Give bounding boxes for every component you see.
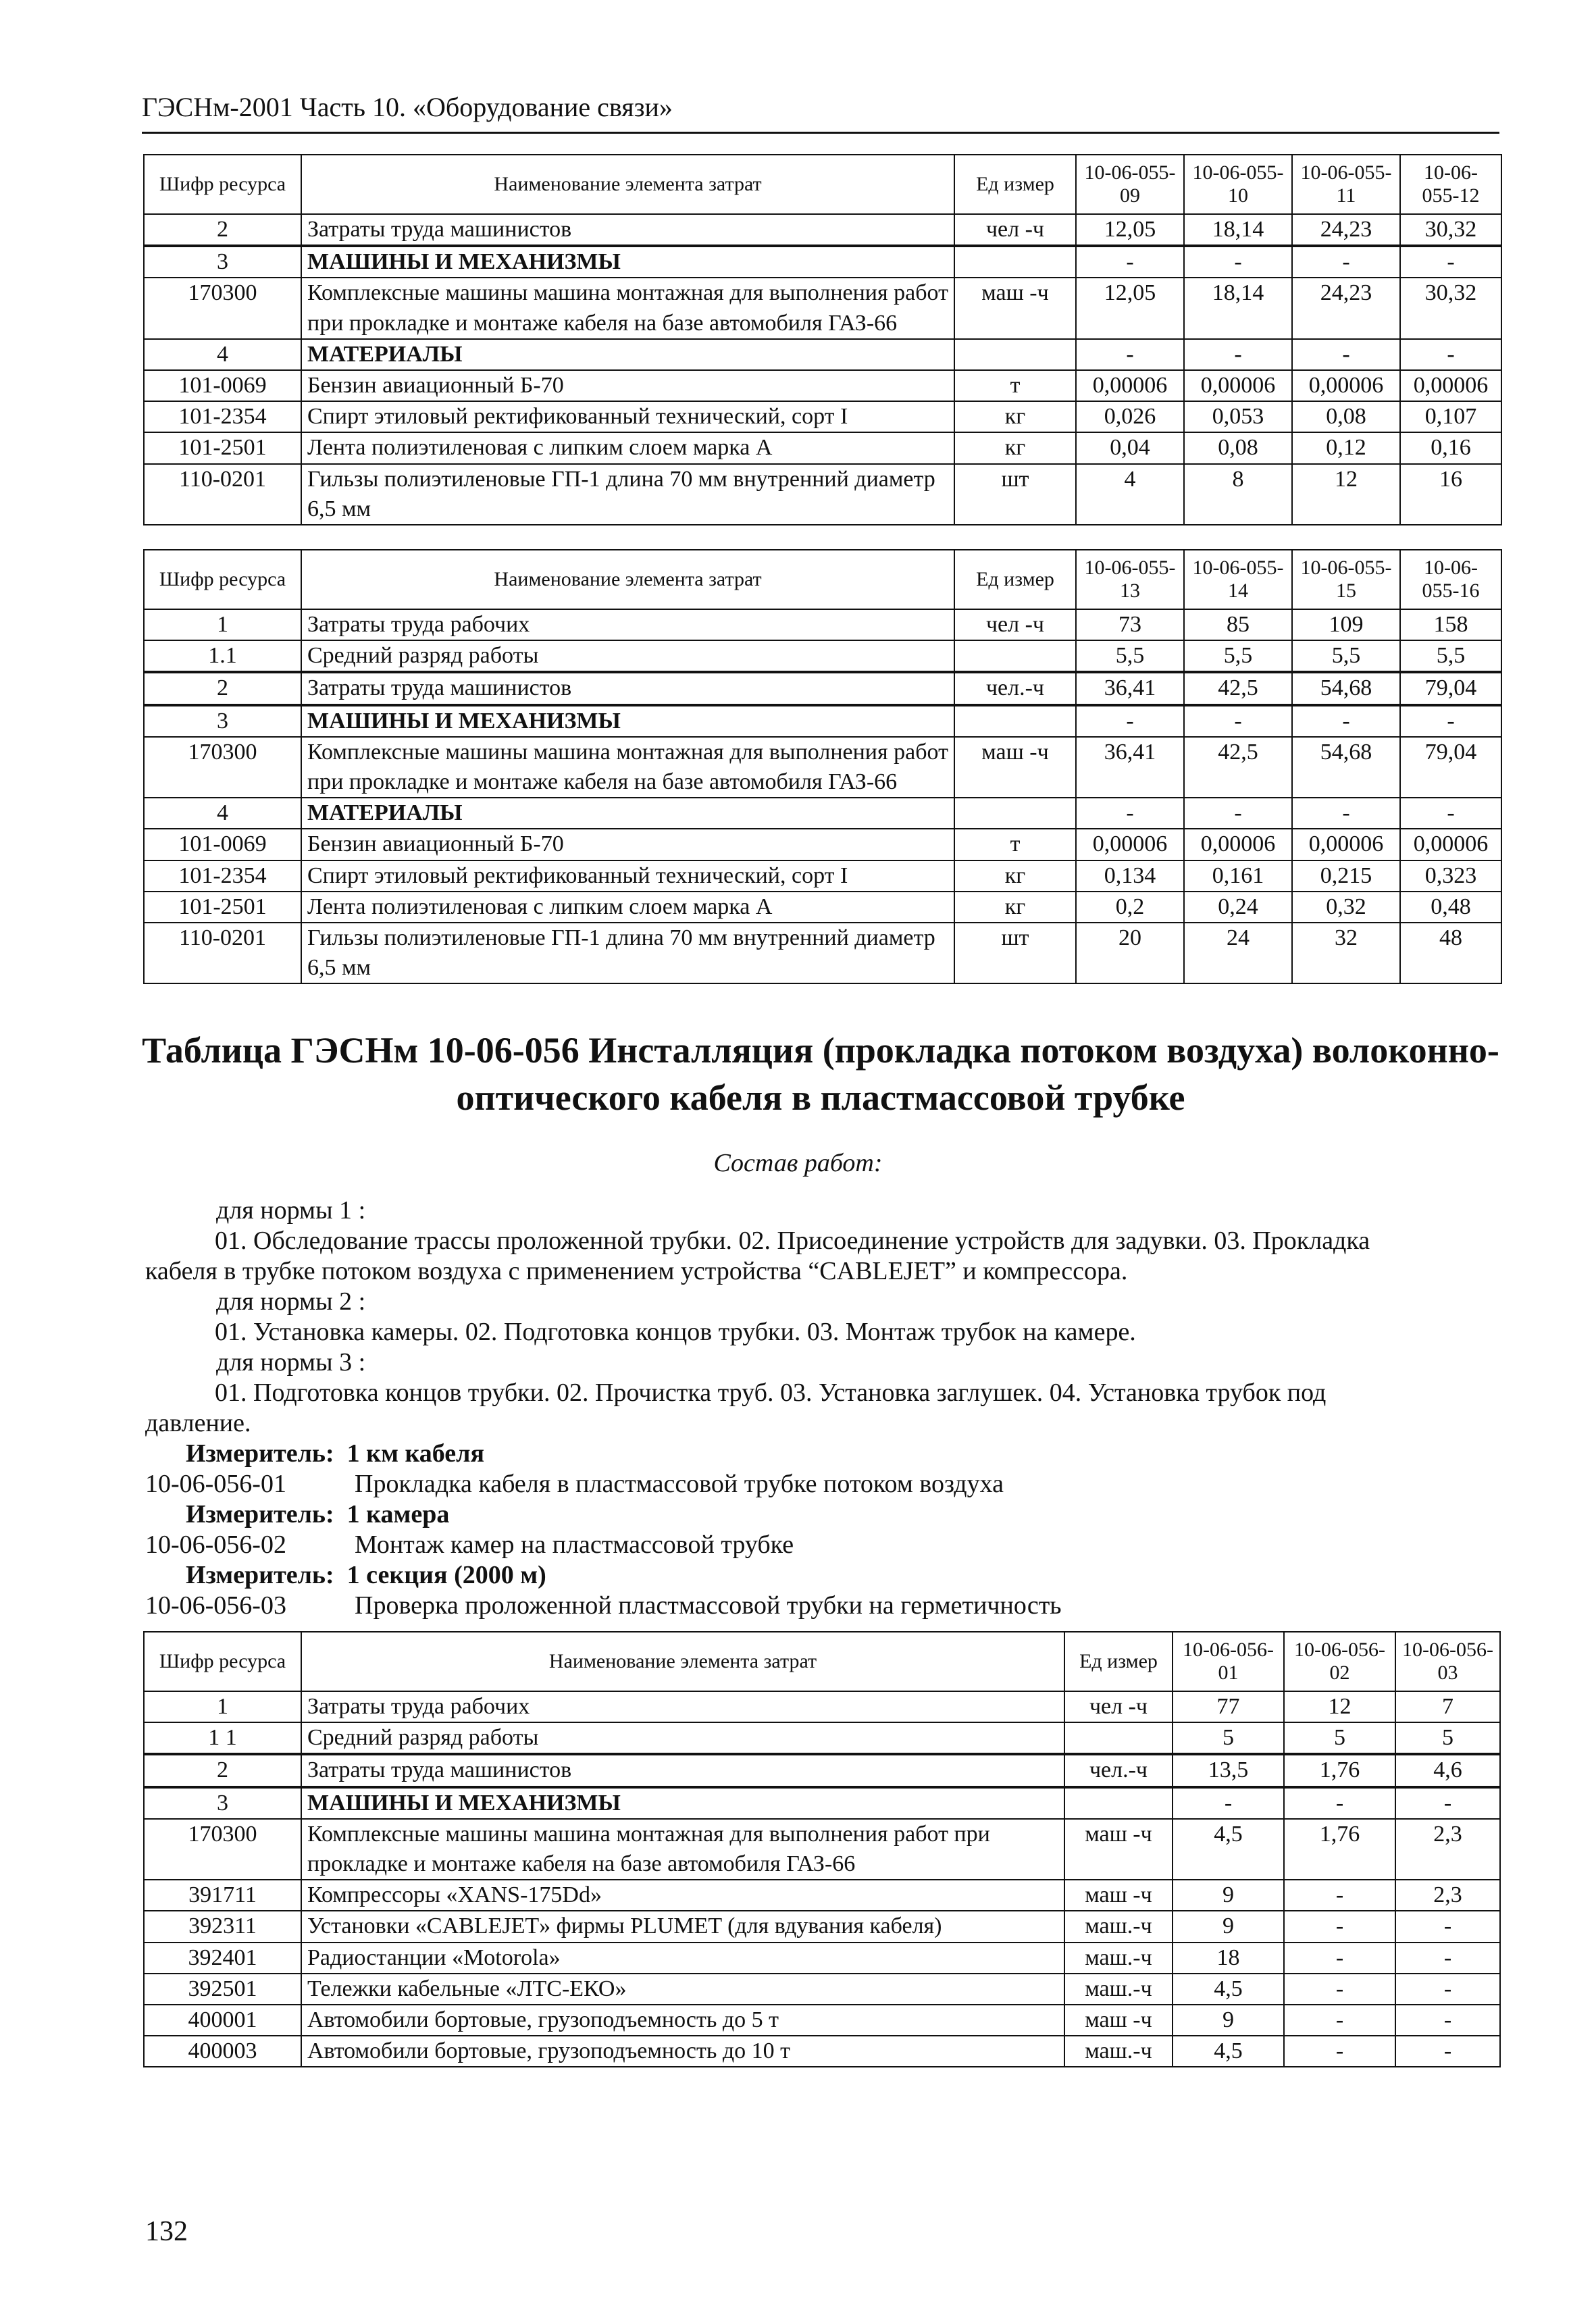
value-cell: 1,76 [1284, 1754, 1395, 1786]
value-cell: 0,215 [1292, 860, 1400, 892]
value-cell: 0,00006 [1184, 370, 1292, 401]
page-number: 132 [145, 2216, 188, 2247]
value-cell: 16 [1400, 464, 1501, 525]
resource-name-cell: Лента полиэтиленовая с липким слоем марка А [301, 892, 954, 923]
unit-cell [1064, 1722, 1173, 1754]
value-cell: 2,3 [1395, 1880, 1500, 1911]
value-cell: 12,05 [1076, 278, 1184, 338]
value-cell: 32 [1292, 923, 1400, 983]
table-row [144, 2005, 1500, 2036]
value-cell: 0,00006 [1184, 829, 1292, 860]
unit-cell: маш.-ч [1064, 2036, 1173, 2067]
value-cell: 79,04 [1400, 737, 1501, 798]
resource-code-cell: 400001 [144, 2005, 301, 2036]
value-cell: 0,00006 [1400, 370, 1501, 401]
table-title-line: Таблица ГЭСНм 10-06-056 Инсталляция (прокладка потоком воздуха) волоконно- [142, 1030, 1499, 1071]
value-cell: 0,00006 [1076, 829, 1184, 860]
norm1-label: для нормы 1 : [216, 1196, 366, 1225]
unit-cell: чел -ч [954, 609, 1076, 640]
value-cell: 20 [1076, 923, 1184, 983]
value-cell: 2,3 [1395, 1819, 1500, 1880]
value-cell: 0,08 [1184, 432, 1292, 463]
table-row [144, 892, 1501, 923]
value-cell: 8 [1184, 464, 1292, 525]
resource-code-cell: 101-0069 [144, 370, 301, 401]
value-cell: 54,68 [1292, 737, 1400, 798]
resource-table-056 [143, 1631, 1501, 2067]
value-cell: - [1284, 2005, 1395, 2036]
value-cell: 0,08 [1292, 401, 1400, 432]
value-cell: 5,5 [1292, 640, 1400, 672]
value-cell: - [1184, 339, 1292, 370]
unit-cell [954, 246, 1076, 278]
resource-code-cell: 101-2354 [144, 860, 301, 892]
column-header-name: Наименование элемента затрат [301, 155, 954, 214]
column-header-code: Шифр ресурса [144, 155, 301, 214]
unit-cell: маш.-ч [1064, 1911, 1173, 1942]
table-row [144, 705, 1501, 737]
norm-line [145, 1469, 1004, 1499]
resource-code-cell: 110-0201 [144, 923, 301, 983]
value-cell: 73 [1076, 609, 1184, 640]
resource-name-cell: МАТЕРИАЛЫ [301, 798, 954, 829]
meter-label: Измеритель: [186, 1439, 334, 1468]
value-cell: 5 [1173, 1722, 1284, 1754]
resource-table-055-09-12 [143, 154, 1502, 525]
resource-code-cell: 2 [144, 1754, 301, 1786]
value-cell: 0,12 [1292, 432, 1400, 463]
resource-code-cell: 392311 [144, 1911, 301, 1942]
value-cell: 0,16 [1400, 432, 1501, 463]
table-row [144, 860, 1501, 892]
value-cell: - [1395, 1974, 1500, 2005]
value-cell: 36,41 [1076, 737, 1184, 798]
resource-code-cell: 1 [144, 609, 301, 640]
value-cell: - [1284, 1911, 1395, 1942]
value-cell: - [1184, 246, 1292, 278]
value-cell: - [1184, 798, 1292, 829]
column-header-norm: 10-06-055-12 [1400, 155, 1501, 214]
value-cell: 13,5 [1173, 1754, 1284, 1786]
table-row [144, 1943, 1500, 1974]
unit-cell: маш -ч [1064, 2005, 1173, 2036]
resource-name-cell: Гильзы полиэтиленовые ГП-1 длина 70 мм внутренний диаметр 6,5 мм [301, 464, 954, 525]
table-row [144, 370, 1501, 401]
value-cell: 85 [1184, 609, 1292, 640]
table-row [144, 1880, 1500, 1911]
value-cell: - [1395, 1911, 1500, 1942]
value-cell: 77 [1173, 1691, 1284, 1722]
value-cell: 5 [1395, 1722, 1500, 1754]
header-divider [142, 132, 1499, 134]
value-cell: 79,04 [1400, 672, 1501, 704]
value-cell: - [1292, 798, 1400, 829]
column-header-norm: 10-06-055-11 [1292, 155, 1400, 214]
unit-cell: кг [954, 432, 1076, 463]
resource-code-cell: 170300 [144, 1819, 301, 1880]
value-cell: 42,5 [1184, 737, 1292, 798]
resource-name-cell: МАШИНЫ И МЕХАНИЗМЫ [301, 246, 954, 278]
column-header-norm: 10-06-055-14 [1184, 550, 1292, 609]
norm2-works-line: 01. Установка камеры. 02. Подготовка концов трубки. 03. Монтаж трубок на камере. [215, 1318, 1136, 1346]
resource-code-cell: 3 [144, 705, 301, 737]
resource-code-cell: 101-0069 [144, 829, 301, 860]
table-row [144, 339, 1501, 370]
table-row [144, 672, 1501, 704]
value-cell: 5,5 [1076, 640, 1184, 672]
value-cell: 0,323 [1400, 860, 1501, 892]
resource-name-cell: Радиостанции «Motorola» [301, 1943, 1064, 1974]
norm-code: 10-06-056-02 [145, 1531, 286, 1559]
value-cell: - [1184, 705, 1292, 737]
norm-title: Прокладка кабеля в пластмассовой трубке потоком воздуха [355, 1470, 1004, 1498]
value-cell: 5,5 [1400, 640, 1501, 672]
value-cell: - [1400, 705, 1501, 737]
norm-line [145, 1530, 794, 1560]
resource-name-cell: Спирт этиловый ректификованный технический, сорт I [301, 860, 954, 892]
column-header-norm: 10-06-056-02 [1284, 1632, 1395, 1691]
resource-name-cell: Комплексные машины машина монтажная для выполнения работ при прокладке и монтаже кабеля на базе автомобиля ГАЗ-66 [301, 278, 954, 338]
norm3-works-line: давление. [145, 1409, 251, 1437]
value-cell: 0,00006 [1400, 829, 1501, 860]
running-header: ГЭСНм-2001 Часть 10. «Оборудование связи» [142, 92, 673, 122]
table-row [144, 464, 1501, 525]
resource-name-cell: Спирт этиловый ректификованный технический, сорт I [301, 401, 954, 432]
value-cell: 36,41 [1076, 672, 1184, 704]
value-cell: 9 [1173, 1911, 1284, 1942]
value-cell: 48 [1400, 923, 1501, 983]
resource-name-cell: Затраты труда машинистов [301, 1754, 1064, 1786]
norm-title: Проверка проложенной пластмассовой трубки на герметичность [355, 1591, 1062, 1620]
value-cell: 4 [1076, 464, 1184, 525]
value-cell: 0,48 [1400, 892, 1501, 923]
resource-name-cell: Автомобили бортовые, грузоподъемность до 10 т [301, 2036, 1064, 2067]
column-header-unit: Ед измер [954, 155, 1076, 214]
meter-value: 1 км кабеля [346, 1439, 485, 1468]
resource-name-cell: МАШИНЫ И МЕХАНИЗМЫ [301, 705, 954, 737]
unit-cell: маш.-ч [1064, 1974, 1173, 2005]
value-cell: 30,32 [1400, 214, 1501, 246]
meter-value: 1 секция (2000 м) [346, 1561, 546, 1589]
value-cell: - [1400, 339, 1501, 370]
value-cell: 12,05 [1076, 214, 1184, 246]
unit-cell: чел -ч [1064, 1691, 1173, 1722]
value-cell: 42,5 [1184, 672, 1292, 704]
value-cell: 7 [1395, 1691, 1500, 1722]
norm-title: Монтаж камер на пластмассовой трубке [355, 1531, 794, 1559]
resource-code-cell: 101-2501 [144, 892, 301, 923]
norm-code: 10-06-056-03 [145, 1591, 286, 1620]
unit-cell: маш -ч [954, 278, 1076, 338]
unit-cell: чел.-ч [954, 672, 1076, 704]
unit-cell [954, 798, 1076, 829]
value-cell: - [1284, 1974, 1395, 2005]
table-row [144, 923, 1501, 983]
table-row [144, 609, 1501, 640]
resource-name-cell: Средний разряд работы [301, 1722, 1064, 1754]
value-cell: - [1400, 246, 1501, 278]
norm3-label: для нормы 3 : [216, 1348, 366, 1377]
column-header-name: Наименование элемента затрат [301, 550, 954, 609]
value-cell: - [1076, 705, 1184, 737]
resource-name-cell: Гильзы полиэтиленовые ГП-1 длина 70 мм внутренний диаметр 6,5 мм [301, 923, 954, 983]
resource-code-cell: 4 [144, 339, 301, 370]
table-row [144, 1722, 1500, 1754]
norm-line [145, 1591, 1062, 1620]
resource-name-cell: Затраты труда рабочих [301, 609, 954, 640]
unit-cell: маш -ч [1064, 1880, 1173, 1911]
value-cell: - [1395, 1787, 1500, 1819]
value-cell: 18,14 [1184, 214, 1292, 246]
resource-code-cell: 1 1 [144, 1722, 301, 1754]
resource-code-cell: 170300 [144, 737, 301, 798]
value-cell: - [1292, 705, 1400, 737]
table-row [144, 1754, 1500, 1786]
unit-cell: кг [954, 860, 1076, 892]
value-cell: 0,32 [1292, 892, 1400, 923]
table-row [144, 432, 1501, 463]
table-row [144, 829, 1501, 860]
value-cell: 0,00006 [1292, 829, 1400, 860]
value-cell: - [1292, 246, 1400, 278]
norm1-works-line: 01. Обследование трассы проложенной трубки. 02. Присоединение устройств для задувки. 03. Прокладка [215, 1227, 1370, 1255]
value-cell: 24 [1184, 923, 1292, 983]
meter-label: Измеритель: [186, 1500, 334, 1528]
resource-code-cell: 392501 [144, 1974, 301, 2005]
works-heading: Состав работ: [713, 1149, 883, 1177]
resource-name-cell: Затраты труда машинистов [301, 214, 954, 246]
resource-code-cell: 101-2501 [144, 432, 301, 463]
table-title-line: оптического кабеля в пластмассовой трубке [456, 1077, 1185, 1119]
resource-table-055-13-16 [143, 549, 1502, 984]
value-cell: 0,134 [1076, 860, 1184, 892]
resource-code-cell: 2 [144, 214, 301, 246]
resource-code-cell: 400003 [144, 2036, 301, 2067]
resource-code-cell: 1.1 [144, 640, 301, 672]
column-header-norm: 10-06-055-13 [1076, 550, 1184, 609]
resource-name-cell: Затраты труда машинистов [301, 672, 954, 704]
table-row [144, 278, 1501, 338]
meter-value: 1 камера [346, 1500, 450, 1528]
table-row [144, 214, 1501, 246]
value-cell: - [1400, 798, 1501, 829]
table-row [144, 640, 1501, 672]
resource-code-cell: 4 [144, 798, 301, 829]
column-header-norm: 10-06-055-15 [1292, 550, 1400, 609]
value-cell: 54,68 [1292, 672, 1400, 704]
value-cell: - [1292, 339, 1400, 370]
unit-cell [954, 640, 1076, 672]
resource-code-cell: 392401 [144, 1943, 301, 1974]
value-cell: 0,04 [1076, 432, 1184, 463]
column-header-name: Наименование элемента затрат [301, 1632, 1064, 1691]
value-cell: 4,5 [1173, 2036, 1284, 2067]
value-cell: - [1076, 798, 1184, 829]
value-cell: - [1076, 339, 1184, 370]
resource-name-cell: МАШИНЫ И МЕХАНИЗМЫ [301, 1787, 1064, 1819]
column-header-norm: 10-06-056-03 [1395, 1632, 1500, 1691]
unit-cell: т [954, 829, 1076, 860]
unit-cell [1064, 1787, 1173, 1819]
meter-line [186, 1560, 546, 1590]
norm2-label: для нормы 2 : [216, 1287, 366, 1316]
value-cell: 0,161 [1184, 860, 1292, 892]
unit-cell: маш -ч [1064, 1819, 1173, 1880]
resource-code-cell: 170300 [144, 278, 301, 338]
value-cell: 30,32 [1400, 278, 1501, 338]
unit-cell: маш -ч [954, 737, 1076, 798]
table-row [144, 401, 1501, 432]
table-row [144, 798, 1501, 829]
value-cell: - [1395, 1943, 1500, 1974]
unit-cell: маш.-ч [1064, 1943, 1173, 1974]
value-cell: - [1173, 1787, 1284, 1819]
resource-name-cell: Комплексные машины машина монтажная для выполнения работ при прокладке и монтаже кабеля на базе автомобиля ГАЗ-66 [301, 737, 954, 798]
value-cell: 18 [1173, 1943, 1284, 1974]
column-header-unit: Ед измер [1064, 1632, 1173, 1691]
resource-name-cell: Компрессоры «XANS-175Dd» [301, 1880, 1064, 1911]
value-cell: 18,14 [1184, 278, 1292, 338]
value-cell: 0,24 [1184, 892, 1292, 923]
value-cell: 12 [1292, 464, 1400, 525]
value-cell: - [1076, 246, 1184, 278]
norm-code: 10-06-056-01 [145, 1470, 286, 1498]
value-cell: 0,00006 [1292, 370, 1400, 401]
value-cell: 5,5 [1184, 640, 1292, 672]
unit-cell: чел.-ч [1064, 1754, 1173, 1786]
table-row [144, 1974, 1500, 2005]
table-row [144, 2036, 1500, 2067]
meter-label: Измеритель: [186, 1561, 334, 1589]
column-header-code: Шифр ресурса [144, 550, 301, 609]
value-cell: 0,026 [1076, 401, 1184, 432]
value-cell: 4,6 [1395, 1754, 1500, 1786]
column-header-norm: 10-06-055-09 [1076, 155, 1184, 214]
column-header-norm: 10-06-055-10 [1184, 155, 1292, 214]
value-cell: 0,2 [1076, 892, 1184, 923]
meter-line [186, 1499, 449, 1529]
resource-code-cell: 3 [144, 246, 301, 278]
resource-code-cell: 391711 [144, 1880, 301, 1911]
resource-code-cell: 110-0201 [144, 464, 301, 525]
resource-name-cell: Тележки кабельные «ЛТС-ЕКО» [301, 1974, 1064, 2005]
resource-code-cell: 2 [144, 672, 301, 704]
value-cell: 4,5 [1173, 1819, 1284, 1880]
unit-cell: т [954, 370, 1076, 401]
value-cell: 9 [1173, 1880, 1284, 1911]
unit-cell: шт [954, 464, 1076, 525]
value-cell: 158 [1400, 609, 1501, 640]
value-cell: 9 [1173, 2005, 1284, 2036]
column-header-unit: Ед измер [954, 550, 1076, 609]
value-cell: - [1395, 2036, 1500, 2067]
value-cell: 109 [1292, 609, 1400, 640]
table-row [144, 246, 1501, 278]
value-cell: 0,00006 [1076, 370, 1184, 401]
resource-name-cell: Комплексные машины машина монтажная для выполнения работ при прокладке и монтаже кабеля на базе автомобиля ГАЗ-66 [301, 1819, 1064, 1880]
table-title [142, 1027, 1499, 1121]
resource-name-cell: МАТЕРИАЛЫ [301, 339, 954, 370]
value-cell: 1,76 [1284, 1819, 1395, 1880]
meter-line [186, 1439, 484, 1468]
table-row [144, 1691, 1500, 1722]
resource-name-cell: Средний разряд работы [301, 640, 954, 672]
norm1-works-line: кабеля в трубке потоком воздуха с применением устройства “CABLEJET” и компрессора. [145, 1257, 1128, 1285]
column-header-norm: 10-06-055-16 [1400, 550, 1501, 609]
value-cell: 24,23 [1292, 214, 1400, 246]
value-cell: 4,5 [1173, 1974, 1284, 2005]
resource-name-cell: Бензин авиационный Б-70 [301, 829, 954, 860]
resource-name-cell: Установки «CABLEJET» фирмы PLUMET (для вдувания кабеля) [301, 1911, 1064, 1942]
value-cell: - [1284, 1787, 1395, 1819]
resource-code-cell: 1 [144, 1691, 301, 1722]
value-cell: 0,053 [1184, 401, 1292, 432]
unit-cell: шт [954, 923, 1076, 983]
column-header-code: Шифр ресурса [144, 1632, 301, 1691]
unit-cell [954, 705, 1076, 737]
resource-name-cell: Автомобили бортовые, грузоподъемность до 5 т [301, 2005, 1064, 2036]
resource-name-cell: Затраты труда рабочих [301, 1691, 1064, 1722]
table-row [144, 737, 1501, 798]
table-row [144, 1787, 1500, 1819]
value-cell: - [1284, 1943, 1395, 1974]
column-header-norm: 10-06-056-01 [1173, 1632, 1284, 1691]
resource-name-cell: Лента полиэтиленовая с липким слоем марка А [301, 432, 954, 463]
value-cell: 12 [1284, 1691, 1395, 1722]
norm3-works-line: 01. Подготовка концов трубки. 02. Прочистка труб. 03. Установка заглушек. 04. Установка трубок под [215, 1379, 1327, 1407]
resource-name-cell: Бензин авиационный Б-70 [301, 370, 954, 401]
unit-cell: кг [954, 401, 1076, 432]
unit-cell: кг [954, 892, 1076, 923]
value-cell: 24,23 [1292, 278, 1400, 338]
resource-code-cell: 3 [144, 1787, 301, 1819]
value-cell: 0,107 [1400, 401, 1501, 432]
value-cell: - [1395, 2005, 1500, 2036]
table-row [144, 1819, 1500, 1880]
value-cell: - [1284, 2036, 1395, 2067]
resource-code-cell: 101-2354 [144, 401, 301, 432]
value-cell: - [1284, 1880, 1395, 1911]
unit-cell: чел -ч [954, 214, 1076, 246]
unit-cell [954, 339, 1076, 370]
value-cell: 5 [1284, 1722, 1395, 1754]
table-row [144, 1911, 1500, 1942]
